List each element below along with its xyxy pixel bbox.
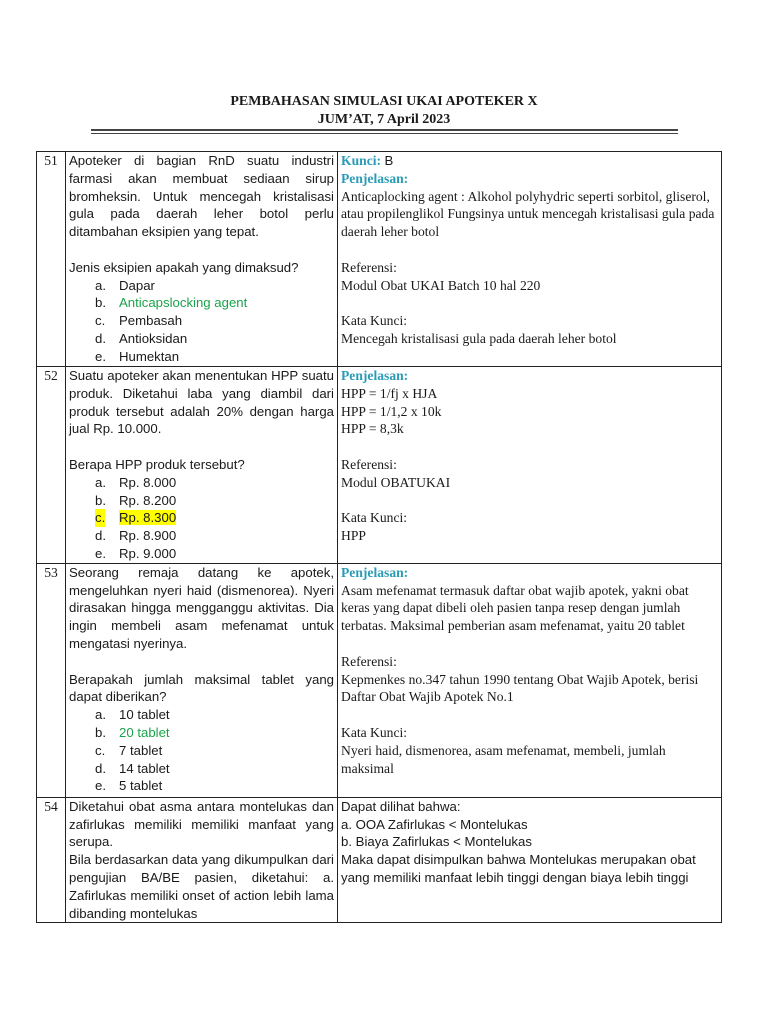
explanation-line: a. OOA Zafirlukas < Montelukas [341,816,528,832]
document-title: PEMBAHASAN SIMULASI UKAI APOTEKER X [230,94,538,109]
question-cell [66,152,338,367]
option-list [69,706,334,795]
reference-text: Modul OBATUKAI [341,474,451,490]
question-prompt: Jenis eksipien apakah yang dimaksud? [69,259,299,275]
question-number: 53 [37,563,66,797]
option-item: e. Humektan [95,348,180,364]
option-item: a. Rp. 8.000 [95,474,177,490]
question-number: 54 [37,797,66,923]
question-cell [66,797,338,923]
keywords-label: Kata Kunci: [341,724,408,740]
option-list [69,277,334,366]
option-item-correct: b. Anticapslocking agent [95,295,248,311]
option-item: d. 14 tablet [95,760,170,776]
explanation-line: HPP = 1/1,2 x 10k [341,403,442,419]
question-prompt: Berapakah jumlah maksimal tablet yang dapat diberikan? [69,671,334,705]
option-item: c. Pembasah [95,313,183,329]
answer-cell [338,152,722,367]
answer-cell [338,797,722,923]
keywords-text: Mencegah kristalisasi gula pada daerah leher botol [341,330,617,346]
table-row [37,152,722,367]
option-item: d. Rp. 8.900 [95,528,177,544]
answer-cell [338,367,722,564]
explanation-intro: Dapat dilihat bahwa: [341,798,461,814]
question-number: 52 [37,367,66,564]
option-list [69,474,334,563]
explanation-line: HPP = 8,3k [341,421,404,437]
question-cell [66,367,338,564]
option-item: e. 5 tablet [95,778,163,794]
reference-text: Modul Obat UKAI Batch 10 hal 220 [341,277,541,293]
explanation-label: Penjelasan: [341,368,409,383]
explanation-line: HPP = 1/fj x HJA [341,385,438,401]
option-item: b. Rp. 8.200 [95,492,177,508]
option-item: e. Rp. 9.000 [95,545,177,561]
question-number: 51 [37,152,66,367]
reference-label: Referensi: [341,653,397,669]
table-row [37,797,722,923]
question-text: Suatu apoteker akan menentukan HPP suatu produk. Diketahui laba yang diambil dari produk tersebut adalah 20% dengan harga jual Rp. 10.000. [69,368,334,437]
question-prompt: Berapa HPP produk tersebut? [69,456,245,472]
option-item-correct: b. 20 tablet [95,724,170,740]
answer-cell [338,563,722,797]
reference-label: Referensi: [341,259,397,275]
table-row [37,367,722,564]
keywords-text: Nyeri haid, dismenorea, asam mefenamat, membeli, jumlah maksimal [341,742,666,776]
question-text: Apoteker di bagian RnD suatu industri farmasi akan membuat sediaan sirup bromheksin. Untuk mencegah kristalisasi gula pada daerah leher botol perlu ditambahan eksipien yang tepat. [69,153,334,240]
option-item: d. Antioksidan [95,330,188,346]
option-item: c. 7 tablet [95,742,163,758]
explanation-text: Anticaplocking agent : Alkohol polyhydric seperti sorbitol, gliserol, atau propilenglikol Fungsinya untuk mencegah kristalisasi gula pada daerah leher botol [341,188,715,240]
explanation-label: Penjelasan: [341,170,409,186]
table-row [37,563,722,797]
explanation-label: Penjelasan: [341,564,409,580]
keywords-text: HPP [341,528,366,544]
reference-label: Referensi: [341,456,397,472]
question-text: Bila berdasarkan data yang dikumpulkan dari pengujian BA/BE pasien, diketahui: a. Zafirlukas memiliki onset of action lebih lama dibanding montelukas [69,852,334,921]
question-text: Diketahui obat asma antara montelukas dan zafirlukas memiliki memiliki manfaat yang serupa. [69,798,334,850]
keywords-label: Kata Kunci: [341,313,408,329]
option-item-correct: c. Rp. 8.300 [95,510,177,526]
reference-text: Kepmenkes no.347 tahun 1990 tentang Obat Wajib Apotek, berisi Daftar Obat Wajib Apotek No.1 [341,671,699,705]
explanation-conclusion: Maka dapat disimpulkan bahwa Montelukas merupakan obat yang memiliki manfaat lebih tinggi dengan biaya lebih tinggi [341,852,696,885]
document-date: JUM’AT, 7 April 2023 [317,112,451,127]
answer-key: Kunci: B [341,153,394,168]
option-item: a. Dapar [95,277,155,293]
explanation-text: Asam mefenamat termasuk daftar obat wajib apotek, yakni obat keras yang dapat dibeli oleh pasien tanpa resep dengan jumlah terbatas. Maksimal pemberian asam mefenamat, yaitu 20 tablet [341,582,689,634]
question-text: Seorang remaja datang ke apotek, mengeluhkan nyeri haid (dismenorea). Nyeri dirasakan hingga mengganggu aktivitas. Dia ingin membeli asam mefenamat untuk mengatasi nyerinya. [69,564,334,651]
option-item: a. 10 tablet [95,707,170,723]
header-divider [91,129,678,134]
explanation-line: b. Biaya Zafirlukas < Montelukas [341,834,532,850]
discussion-table [36,151,722,923]
keywords-label: Kata Kunci: [341,510,408,526]
question-cell [66,563,338,797]
